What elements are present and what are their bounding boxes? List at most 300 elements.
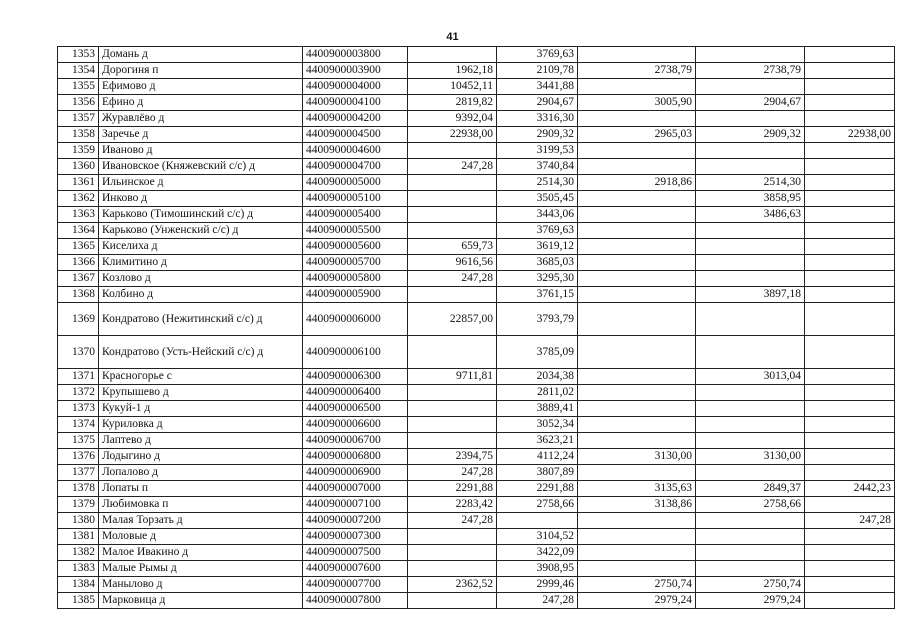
value-cell-2: 3785,09 — [497, 336, 578, 369]
row-number: 1378 — [58, 481, 99, 497]
settlement-code: 4400900004600 — [303, 143, 408, 159]
value-cell-1 — [408, 336, 497, 369]
settlement-code: 4400900004000 — [303, 79, 408, 95]
value-cell-1 — [408, 561, 497, 577]
settlement-code: 4400900006300 — [303, 369, 408, 385]
table-row — [58, 111, 895, 127]
value-cell-3 — [578, 255, 696, 271]
value-cell-1: 22938,00 — [408, 127, 497, 143]
value-cell-3 — [578, 369, 696, 385]
settlement-code: 4400900006100 — [303, 336, 408, 369]
value-cell-4 — [696, 513, 805, 529]
row-number: 1355 — [58, 79, 99, 95]
value-cell-5 — [805, 191, 895, 207]
value-cell-1: 247,28 — [408, 271, 497, 287]
value-cell-4 — [696, 271, 805, 287]
table-row — [58, 271, 895, 287]
value-cell-2: 3052,34 — [497, 417, 578, 433]
settlement-name: Колбино д — [99, 287, 303, 303]
value-cell-4 — [696, 303, 805, 336]
settlement-code: 4400900006800 — [303, 449, 408, 465]
settlement-name: Карьково (Тимошинский с/с) д — [99, 207, 303, 223]
page-number: 41 — [446, 31, 459, 43]
value-cell-2: 3769,63 — [497, 47, 578, 63]
value-cell-4 — [696, 159, 805, 175]
table-row — [58, 207, 895, 223]
table-row — [58, 385, 895, 401]
value-cell-2: 2999,46 — [497, 577, 578, 593]
value-cell-2 — [497, 513, 578, 529]
value-cell-3 — [578, 47, 696, 63]
value-cell-1 — [408, 401, 497, 417]
settlement-name: Домань д — [99, 47, 303, 63]
value-cell-2: 3295,30 — [497, 271, 578, 287]
value-cell-1 — [408, 143, 497, 159]
table-row — [58, 465, 895, 481]
value-cell-1 — [408, 529, 497, 545]
value-cell-5 — [805, 79, 895, 95]
table-row — [58, 593, 895, 609]
row-number: 1366 — [58, 255, 99, 271]
value-cell-2: 2909,32 — [497, 127, 578, 143]
value-cell-1: 2819,82 — [408, 95, 497, 111]
value-cell-1: 10452,11 — [408, 79, 497, 95]
settlement-code: 4400900005800 — [303, 271, 408, 287]
row-number: 1368 — [58, 287, 99, 303]
value-cell-4 — [696, 255, 805, 271]
value-cell-1 — [408, 175, 497, 191]
value-cell-5 — [805, 385, 895, 401]
value-cell-3 — [578, 191, 696, 207]
value-cell-2: 3769,63 — [497, 223, 578, 239]
value-cell-2: 3889,41 — [497, 401, 578, 417]
settlement-code: 4400900007500 — [303, 545, 408, 561]
settlement-code: 4400900007200 — [303, 513, 408, 529]
value-cell-1: 9616,56 — [408, 255, 497, 271]
value-cell-1 — [408, 223, 497, 239]
value-cell-3 — [578, 465, 696, 481]
table-row — [58, 336, 895, 369]
table-row — [58, 417, 895, 433]
settlement-code: 4400900003900 — [303, 63, 408, 79]
table-row — [58, 175, 895, 191]
value-cell-4 — [696, 529, 805, 545]
value-cell-4 — [696, 336, 805, 369]
value-cell-3 — [578, 143, 696, 159]
value-cell-1: 2291,88 — [408, 481, 497, 497]
value-cell-4 — [696, 223, 805, 239]
value-cell-1 — [408, 191, 497, 207]
table-row — [58, 239, 895, 255]
value-cell-5 — [805, 175, 895, 191]
row-number: 1380 — [58, 513, 99, 529]
row-number: 1361 — [58, 175, 99, 191]
value-cell-5 — [805, 63, 895, 79]
value-cell-3 — [578, 529, 696, 545]
value-cell-2: 2811,02 — [497, 385, 578, 401]
settlement-code: 4400900005700 — [303, 255, 408, 271]
value-cell-1 — [408, 593, 497, 609]
value-cell-4 — [696, 465, 805, 481]
settlement-name: Инково д — [99, 191, 303, 207]
value-cell-1: 22857,00 — [408, 303, 497, 336]
value-cell-1: 2362,52 — [408, 577, 497, 593]
table-row — [58, 449, 895, 465]
value-cell-3: 3138,86 — [578, 497, 696, 513]
settlement-name: Карьково (Унженский с/с) д — [99, 223, 303, 239]
settlement-code: 4400900007300 — [303, 529, 408, 545]
value-cell-2: 2109,78 — [497, 63, 578, 79]
value-cell-5 — [805, 143, 895, 159]
table-row — [58, 287, 895, 303]
value-cell-4 — [696, 385, 805, 401]
table-row — [58, 159, 895, 175]
value-cell-3 — [578, 417, 696, 433]
settlement-code: 4400900005900 — [303, 287, 408, 303]
settlement-name: Лаптево д — [99, 433, 303, 449]
settlement-code: 4400900004200 — [303, 111, 408, 127]
value-cell-4 — [696, 561, 805, 577]
settlement-name: Ивановское (Княжевский с/с) д — [99, 159, 303, 175]
settlement-name: Манылово д — [99, 577, 303, 593]
table-row — [58, 191, 895, 207]
settlement-code: 4400900005600 — [303, 239, 408, 255]
settlement-code: 4400900007800 — [303, 593, 408, 609]
row-number: 1359 — [58, 143, 99, 159]
settlements-table — [57, 46, 895, 609]
value-cell-2: 2904,67 — [497, 95, 578, 111]
value-cell-3 — [578, 561, 696, 577]
table-row — [58, 369, 895, 385]
value-cell-1 — [408, 385, 497, 401]
value-cell-4: 2758,66 — [696, 497, 805, 513]
value-cell-5 — [805, 239, 895, 255]
value-cell-5 — [805, 593, 895, 609]
value-cell-2: 3623,21 — [497, 433, 578, 449]
value-cell-5 — [805, 369, 895, 385]
row-number: 1354 — [58, 63, 99, 79]
row-number: 1357 — [58, 111, 99, 127]
value-cell-5 — [805, 159, 895, 175]
value-cell-1 — [408, 287, 497, 303]
row-number: 1362 — [58, 191, 99, 207]
row-number: 1358 — [58, 127, 99, 143]
table-row — [58, 401, 895, 417]
value-cell-4 — [696, 79, 805, 95]
settlement-name: Лопалово д — [99, 465, 303, 481]
row-number: 1360 — [58, 159, 99, 175]
settlement-code: 4400900005000 — [303, 175, 408, 191]
value-cell-5: 247,28 — [805, 513, 895, 529]
value-cell-1 — [408, 545, 497, 561]
value-cell-5 — [805, 417, 895, 433]
row-number: 1373 — [58, 401, 99, 417]
value-cell-3 — [578, 303, 696, 336]
row-number: 1371 — [58, 369, 99, 385]
value-cell-4: 2514,30 — [696, 175, 805, 191]
value-cell-2: 3908,95 — [497, 561, 578, 577]
settlement-name: Климитино д — [99, 255, 303, 271]
value-cell-4 — [696, 433, 805, 449]
value-cell-1: 2394,75 — [408, 449, 497, 465]
value-cell-2: 3685,03 — [497, 255, 578, 271]
settlement-code: 4400900006900 — [303, 465, 408, 481]
value-cell-3 — [578, 401, 696, 417]
value-cell-2: 3316,30 — [497, 111, 578, 127]
value-cell-3 — [578, 239, 696, 255]
value-cell-5 — [805, 47, 895, 63]
row-number: 1376 — [58, 449, 99, 465]
value-cell-3 — [578, 336, 696, 369]
value-cell-4 — [696, 417, 805, 433]
value-cell-2: 3793,79 — [497, 303, 578, 336]
settlement-name: Марковица д — [99, 593, 303, 609]
row-number: 1367 — [58, 271, 99, 287]
row-number: 1379 — [58, 497, 99, 513]
table-row — [58, 47, 895, 63]
value-cell-4 — [696, 545, 805, 561]
value-cell-5: 22938,00 — [805, 127, 895, 143]
settlement-code: 4400900006500 — [303, 401, 408, 417]
value-cell-2: 247,28 — [497, 593, 578, 609]
table-row — [58, 497, 895, 513]
settlement-code: 4400900004100 — [303, 95, 408, 111]
value-cell-5 — [805, 433, 895, 449]
value-cell-5 — [805, 545, 895, 561]
table-row — [58, 127, 895, 143]
value-cell-4 — [696, 47, 805, 63]
value-cell-3: 3130,00 — [578, 449, 696, 465]
row-number: 1370 — [58, 336, 99, 369]
value-cell-2: 3441,88 — [497, 79, 578, 95]
settlement-name: Малое Ивакино д — [99, 545, 303, 561]
value-cell-1 — [408, 433, 497, 449]
value-cell-2: 3443,06 — [497, 207, 578, 223]
value-cell-3 — [578, 79, 696, 95]
settlement-name: Кукуй-1 д — [99, 401, 303, 417]
settlement-name: Лопаты п — [99, 481, 303, 497]
value-cell-1: 247,28 — [408, 159, 497, 175]
value-cell-3: 3005,90 — [578, 95, 696, 111]
settlement-name: Дорогиня п — [99, 63, 303, 79]
settlement-name: Козлово д — [99, 271, 303, 287]
table-row — [58, 223, 895, 239]
value-cell-1: 1962,18 — [408, 63, 497, 79]
value-cell-3 — [578, 159, 696, 175]
value-cell-4: 3858,95 — [696, 191, 805, 207]
value-cell-5 — [805, 561, 895, 577]
settlement-code: 4400900003800 — [303, 47, 408, 63]
value-cell-5 — [805, 336, 895, 369]
settlement-code: 4400900007700 — [303, 577, 408, 593]
settlement-code: 4400900005400 — [303, 207, 408, 223]
settlement-name: Кондратово (Нежитинский с/с) д — [99, 303, 303, 336]
row-number: 1364 — [58, 223, 99, 239]
value-cell-3 — [578, 271, 696, 287]
settlement-code: 4400900004500 — [303, 127, 408, 143]
row-number: 1383 — [58, 561, 99, 577]
value-cell-3 — [578, 223, 696, 239]
value-cell-4: 2750,74 — [696, 577, 805, 593]
value-cell-5 — [805, 287, 895, 303]
value-cell-3: 3135,63 — [578, 481, 696, 497]
value-cell-2: 2758,66 — [497, 497, 578, 513]
value-cell-2: 3505,45 — [497, 191, 578, 207]
value-cell-2: 2291,88 — [497, 481, 578, 497]
settlement-code: 4400900006600 — [303, 417, 408, 433]
row-number: 1369 — [58, 303, 99, 336]
table-row — [58, 545, 895, 561]
settlement-code: 4400900007100 — [303, 497, 408, 513]
value-cell-3 — [578, 513, 696, 529]
value-cell-5 — [805, 449, 895, 465]
value-cell-5: 2442,23 — [805, 481, 895, 497]
settlement-name: Ефино д — [99, 95, 303, 111]
value-cell-3 — [578, 111, 696, 127]
value-cell-1 — [408, 207, 497, 223]
row-number: 1381 — [58, 529, 99, 545]
value-cell-5 — [805, 497, 895, 513]
value-cell-1: 9711,81 — [408, 369, 497, 385]
value-cell-5 — [805, 223, 895, 239]
value-cell-4: 3130,00 — [696, 449, 805, 465]
settlement-code: 4400900005100 — [303, 191, 408, 207]
settlement-name: Кондратово (Усть-Нейский с/с) д — [99, 336, 303, 369]
row-number: 1365 — [58, 239, 99, 255]
value-cell-3: 2979,24 — [578, 593, 696, 609]
settlement-name: Иваново д — [99, 143, 303, 159]
settlement-code: 4400900006700 — [303, 433, 408, 449]
settlement-code: 4400900004700 — [303, 159, 408, 175]
settlement-code: 4400900006000 — [303, 303, 408, 336]
table-row — [58, 513, 895, 529]
settlement-name: Малая Торзать д — [99, 513, 303, 529]
table-row — [58, 143, 895, 159]
value-cell-4 — [696, 143, 805, 159]
settlement-code: 4400900007000 — [303, 481, 408, 497]
value-cell-5 — [805, 271, 895, 287]
value-cell-4: 2979,24 — [696, 593, 805, 609]
value-cell-1 — [408, 417, 497, 433]
value-cell-3 — [578, 545, 696, 561]
value-cell-1: 247,28 — [408, 513, 497, 529]
value-cell-5 — [805, 529, 895, 545]
settlement-name: Ильинское д — [99, 175, 303, 191]
row-number: 1377 — [58, 465, 99, 481]
row-number: 1384 — [58, 577, 99, 593]
value-cell-5 — [805, 111, 895, 127]
value-cell-4: 3897,18 — [696, 287, 805, 303]
table-row — [58, 433, 895, 449]
table-row — [58, 303, 895, 336]
value-cell-4: 2904,67 — [696, 95, 805, 111]
row-number: 1356 — [58, 95, 99, 111]
value-cell-3 — [578, 433, 696, 449]
settlement-name: Малые Рымы д — [99, 561, 303, 577]
settlement-code: 4400900007600 — [303, 561, 408, 577]
value-cell-3: 2738,79 — [578, 63, 696, 79]
value-cell-3: 2918,86 — [578, 175, 696, 191]
value-cell-4 — [696, 239, 805, 255]
value-cell-2: 3740,84 — [497, 159, 578, 175]
settlement-name: Киселиха д — [99, 239, 303, 255]
settlement-name: Заречье д — [99, 127, 303, 143]
value-cell-4: 2738,79 — [696, 63, 805, 79]
value-cell-3: 2965,03 — [578, 127, 696, 143]
value-cell-5 — [805, 577, 895, 593]
settlement-code: 4400900006400 — [303, 385, 408, 401]
table-row — [58, 255, 895, 271]
table-row — [58, 79, 895, 95]
value-cell-5 — [805, 207, 895, 223]
value-cell-2: 2514,30 — [497, 175, 578, 191]
table-row — [58, 561, 895, 577]
settlement-name: Лодыгино д — [99, 449, 303, 465]
value-cell-5 — [805, 401, 895, 417]
value-cell-2: 3104,52 — [497, 529, 578, 545]
row-number: 1372 — [58, 385, 99, 401]
row-number: 1382 — [58, 545, 99, 561]
table-row — [58, 63, 895, 79]
value-cell-3: 2750,74 — [578, 577, 696, 593]
settlement-name: Красногорье с — [99, 369, 303, 385]
value-cell-1: 659,73 — [408, 239, 497, 255]
value-cell-4: 3486,63 — [696, 207, 805, 223]
value-cell-4: 2849,37 — [696, 481, 805, 497]
settlement-name: Ефимово д — [99, 79, 303, 95]
value-cell-3 — [578, 287, 696, 303]
table-row — [58, 95, 895, 111]
table-row — [58, 577, 895, 593]
value-cell-1: 9392,04 — [408, 111, 497, 127]
value-cell-2: 3619,12 — [497, 239, 578, 255]
table-row — [58, 481, 895, 497]
row-number: 1374 — [58, 417, 99, 433]
value-cell-5 — [805, 303, 895, 336]
table-body — [58, 47, 895, 609]
value-cell-1: 2283,42 — [408, 497, 497, 513]
settlement-name: Любимовка п — [99, 497, 303, 513]
value-cell-3 — [578, 385, 696, 401]
value-cell-2: 3761,15 — [497, 287, 578, 303]
settlement-name: Журавлёво д — [99, 111, 303, 127]
value-cell-4 — [696, 401, 805, 417]
row-number: 1353 — [58, 47, 99, 63]
value-cell-2: 4112,24 — [497, 449, 578, 465]
value-cell-4 — [696, 111, 805, 127]
value-cell-1: 247,28 — [408, 465, 497, 481]
settlement-name: Крупышево д — [99, 385, 303, 401]
settlement-name: Куриловка д — [99, 417, 303, 433]
settlement-code: 4400900005500 — [303, 223, 408, 239]
value-cell-4: 3013,04 — [696, 369, 805, 385]
value-cell-2: 3199,53 — [497, 143, 578, 159]
value-cell-4: 2909,32 — [696, 127, 805, 143]
value-cell-2: 2034,38 — [497, 369, 578, 385]
table-row — [58, 529, 895, 545]
settlement-name: Моловые д — [99, 529, 303, 545]
value-cell-1 — [408, 47, 497, 63]
value-cell-3 — [578, 207, 696, 223]
value-cell-2: 3422,09 — [497, 545, 578, 561]
row-number: 1363 — [58, 207, 99, 223]
row-number: 1385 — [58, 593, 99, 609]
value-cell-5 — [805, 465, 895, 481]
value-cell-2: 3807,89 — [497, 465, 578, 481]
value-cell-5 — [805, 255, 895, 271]
value-cell-5 — [805, 95, 895, 111]
row-number: 1375 — [58, 433, 99, 449]
